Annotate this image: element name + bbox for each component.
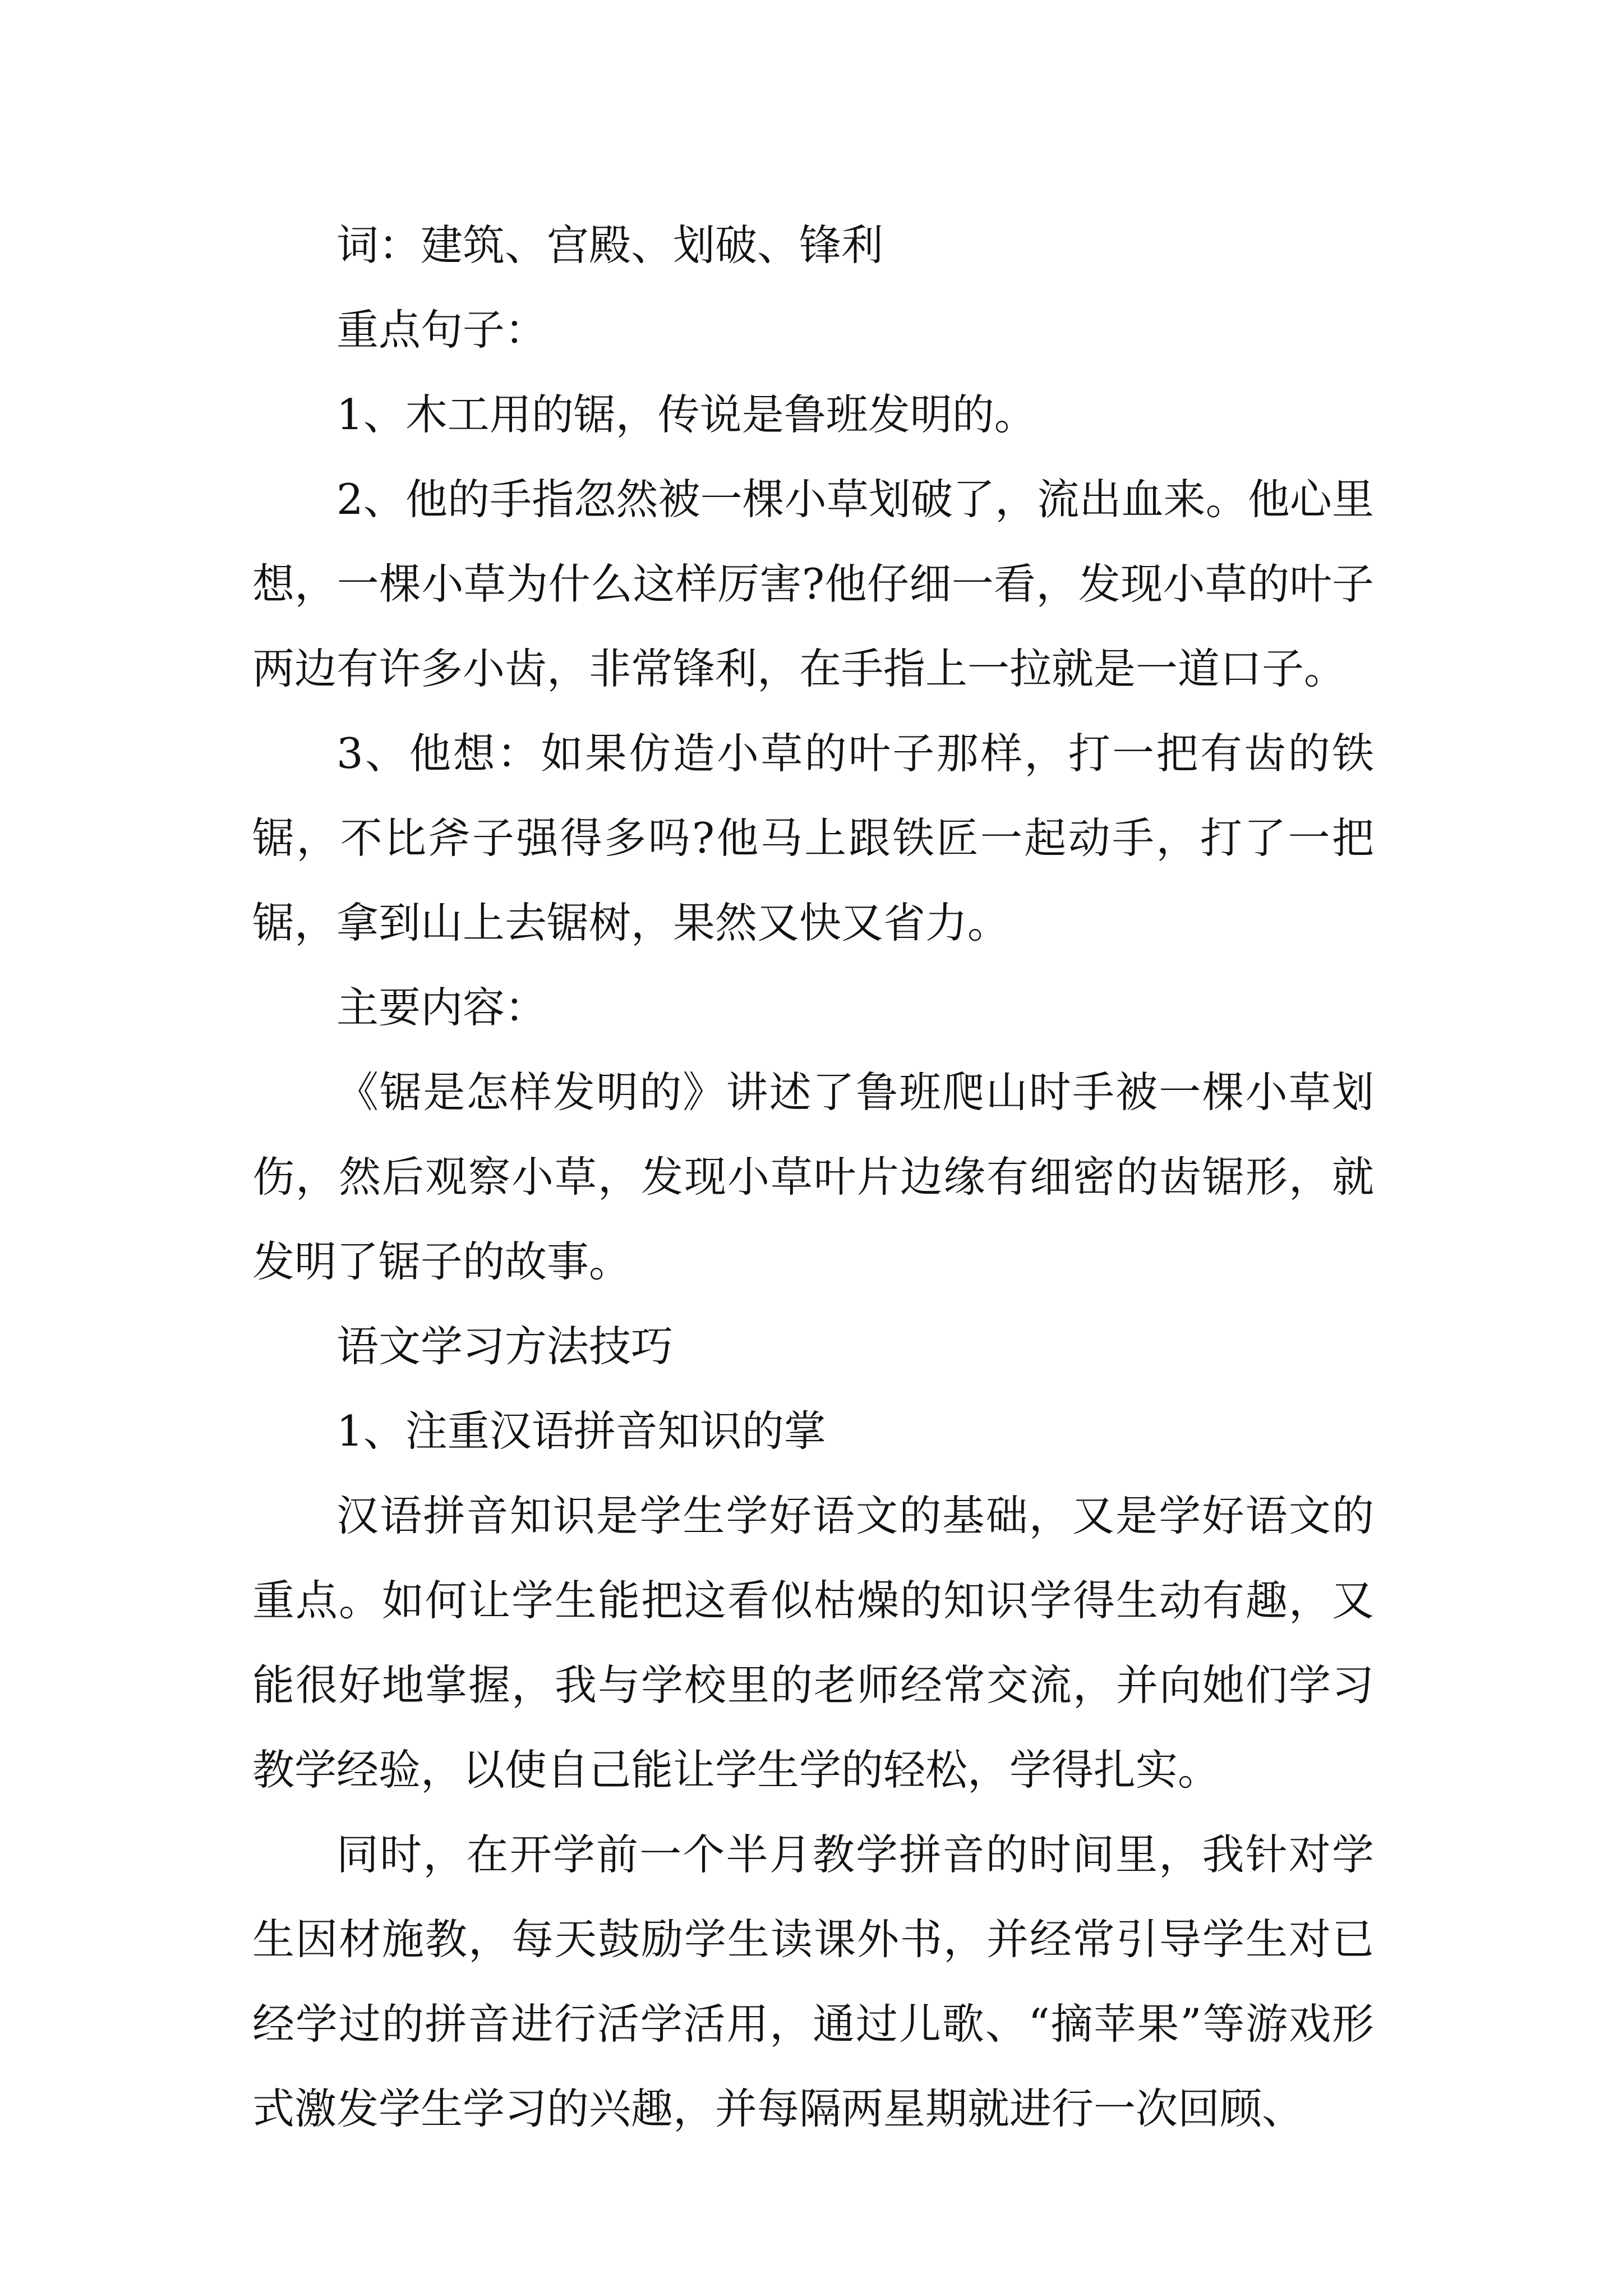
heading-key-sentences: 重点句子： xyxy=(336,305,547,355)
paragraph-vocabulary: 词：建筑、宫殿、划破、锋利 xyxy=(336,220,884,270)
document-body xyxy=(252,203,1374,2151)
heading-main-content: 主要内容： xyxy=(336,983,547,1032)
paragraph-key-sentence-1: 1、木工用的锯，传说是鲁班发明的。 xyxy=(336,390,1036,439)
paragraph-teaching-practice: 同时，在开学前一个半月教学拼音的时间里，我针对学生因材施教，每天鼓励学生读课外书，并经常引导学生对已经学过的拼音进行活学活用，通过儿歌、“摘苹果”等游戏形式激发学生学习的兴趣，并每隔两星期就进行一次回顾、 xyxy=(252,1830,1374,2133)
paragraph-pinyin-basics: 汉语拼音知识是学生学好语文的基础，又是学好语文的重点。如何让学生能把这看似枯燥的知识学得生动有趣，又能很好地掌握，我与学校里的老师经常交流，并向她们学习教学经验，以使自己能让学生学的轻松，学得扎实。 xyxy=(252,1491,1374,1795)
heading-study-methods: 语文学习方法技巧 xyxy=(336,1322,674,1371)
paragraph-main-content: 《锯是怎样发明的》讲述了鲁班爬山时手被一棵小草划伤，然后观察小草，发现小草叶片边缘有细密的齿锯形，就发明了锯子的故事。 xyxy=(252,1068,1374,1286)
paragraph-key-sentence-3: 3、他想：如果仿造小草的叶子那样，打一把有齿的铁锯，不比斧子强得多吗?他马上跟铁匠一起动手，打了一把锯，拿到山上去锯树，果然又快又省力。 xyxy=(252,729,1374,947)
heading-pinyin-tip: 1、注重汉语拼音知识的掌 xyxy=(336,1406,826,1456)
paragraph-key-sentence-2: 2、他的手指忽然被一棵小草划破了，流出血来。他心里想，一棵小草为什么这样厉害?他仔细一看，发现小草的叶子两边有许多小齿，非常锋利，在手指上一拉就是一道口子。 xyxy=(252,475,1374,693)
